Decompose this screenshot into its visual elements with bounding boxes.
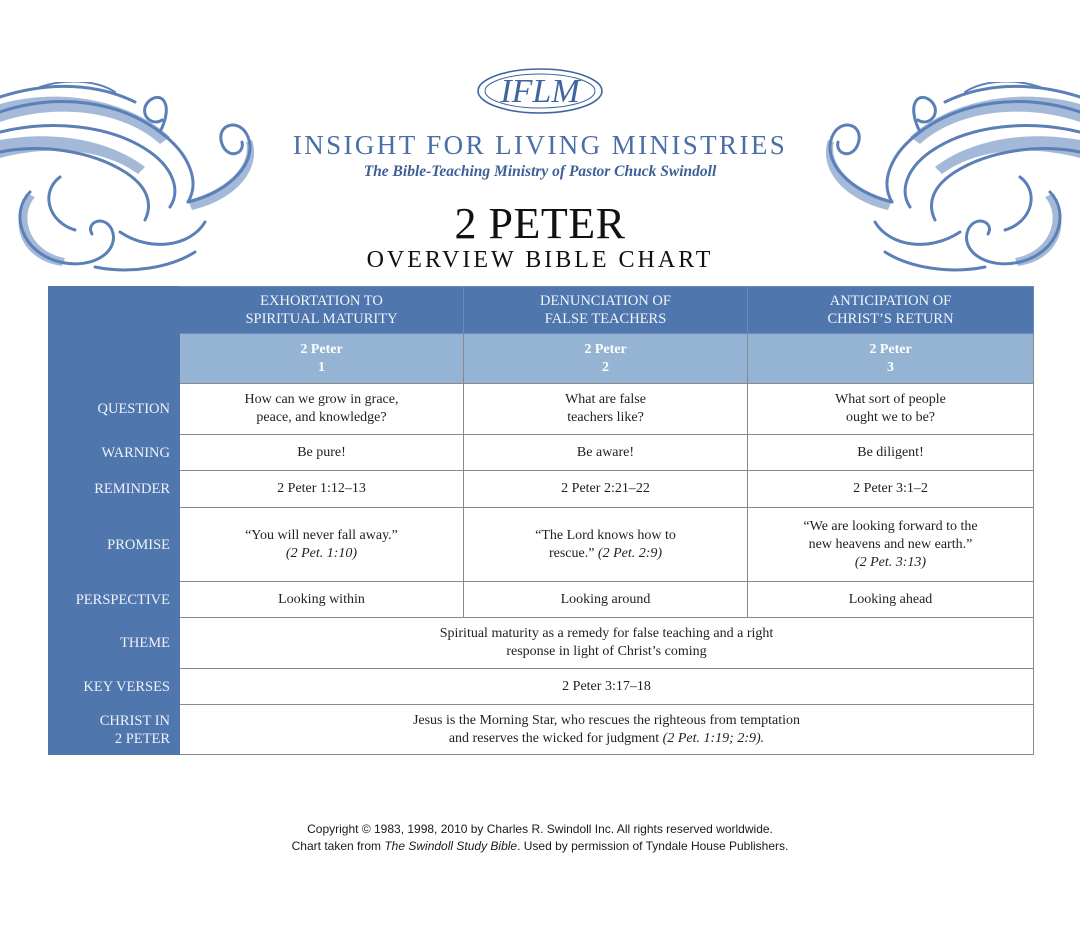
row-label-question: QUESTION xyxy=(49,384,180,435)
corner-cell xyxy=(49,287,180,384)
chapter-header-2: 2 Peter 2 xyxy=(464,334,748,384)
page-title: 2 PETER xyxy=(454,199,626,248)
svg-text:IFLM: IFLM xyxy=(500,73,580,110)
chapter-header-1: 2 Peter 1 xyxy=(180,334,464,384)
theme-cell: Spiritual maturity as a remedy for false teaching and a right response in light of Christ’s coming xyxy=(180,618,1034,669)
key-verses-cell: 2 Peter 3:17–18 xyxy=(180,669,1034,705)
chapter-header-row xyxy=(49,334,1034,384)
perspective-cell-3: Looking ahead xyxy=(748,582,1034,618)
copyright-notice: Copyright © 1983, 1998, 2010 by Charles R. Swindoll Inc. All rights reserved worldwide. Chart taken from The Swindoll Study Bible. Used by permission of Tyndale House Publishers. xyxy=(291,822,789,853)
question-cell-2: What are false teachers like? xyxy=(464,384,748,435)
perspective-cell-2: Looking around xyxy=(464,582,748,618)
section-header-3: ANTICIPATION OF CHRIST’S RETURN xyxy=(748,287,1034,334)
promise-cell-1: “You will never fall away.” (2 Pet. 1:10) xyxy=(180,508,464,582)
key-verses-row xyxy=(49,669,1034,705)
promise-cell-2: “The Lord knows how to rescue.” (2 Pet. 2:9) xyxy=(464,508,748,582)
section-header-row xyxy=(49,287,1034,334)
row-label-christ-in: CHRIST IN 2 PETER xyxy=(49,705,180,755)
organization-tagline: The Bible-Teaching Ministry of Pastor Chuck Swindoll xyxy=(363,163,717,180)
warning-row xyxy=(49,435,1034,471)
reminder-cell-1: 2 Peter 1:12–13 xyxy=(180,471,464,508)
warning-cell-2: Be aware! xyxy=(464,435,748,471)
book-title: The Swindoll Study Bible xyxy=(384,839,518,853)
reminder-cell-3: 2 Peter 3:1–2 xyxy=(748,471,1034,508)
christ-in-row xyxy=(49,705,1034,755)
warning-cell-1: Be pure! xyxy=(180,435,464,471)
warning-cell-3: Be diligent! xyxy=(748,435,1034,471)
row-label-warning: WARNING xyxy=(49,435,180,471)
row-label-key-verses: KEY VERSES xyxy=(49,669,180,705)
question-row xyxy=(49,384,1034,435)
chapter-header-3: 2 Peter 3 xyxy=(748,334,1034,384)
promise-row xyxy=(49,508,1034,582)
reminder-row xyxy=(49,471,1034,508)
page-subtitle: OVERVIEW BIBLE CHART xyxy=(366,247,714,273)
overview-chart-table xyxy=(48,286,1034,755)
question-cell-1: How can we grow in grace, peace, and knowledge? xyxy=(180,384,464,435)
perspective-cell-1: Looking within xyxy=(180,582,464,618)
theme-row xyxy=(49,618,1034,669)
row-label-promise: PROMISE xyxy=(49,508,180,582)
christ-in-cell: Jesus is the Morning Star, who rescues the righteous from temptation and reserves the wicked for judgment (2 Pet. 1:19; 2:9). xyxy=(180,705,1034,755)
question-cell-3: What sort of people ought we to be? xyxy=(748,384,1034,435)
promise-cell-3: “We are looking forward to the new heavens and new earth.” (2 Pet. 3:13) xyxy=(748,508,1034,582)
organization-name: INSIGHT FOR LIVING MINISTRIES xyxy=(292,130,788,160)
row-label-reminder: REMINDER xyxy=(49,471,180,508)
reminder-cell-2: 2 Peter 2:21–22 xyxy=(464,471,748,508)
perspective-row xyxy=(49,582,1034,618)
ministry-logo-icon xyxy=(470,58,610,124)
section-header-2: DENUNCIATION OF FALSE TEACHERS xyxy=(464,287,748,334)
section-header-1: EXHORTATION TO SPIRITUAL MATURITY xyxy=(180,287,464,334)
row-label-theme: THEME xyxy=(49,618,180,669)
row-label-perspective: PERSPECTIVE xyxy=(49,582,180,618)
